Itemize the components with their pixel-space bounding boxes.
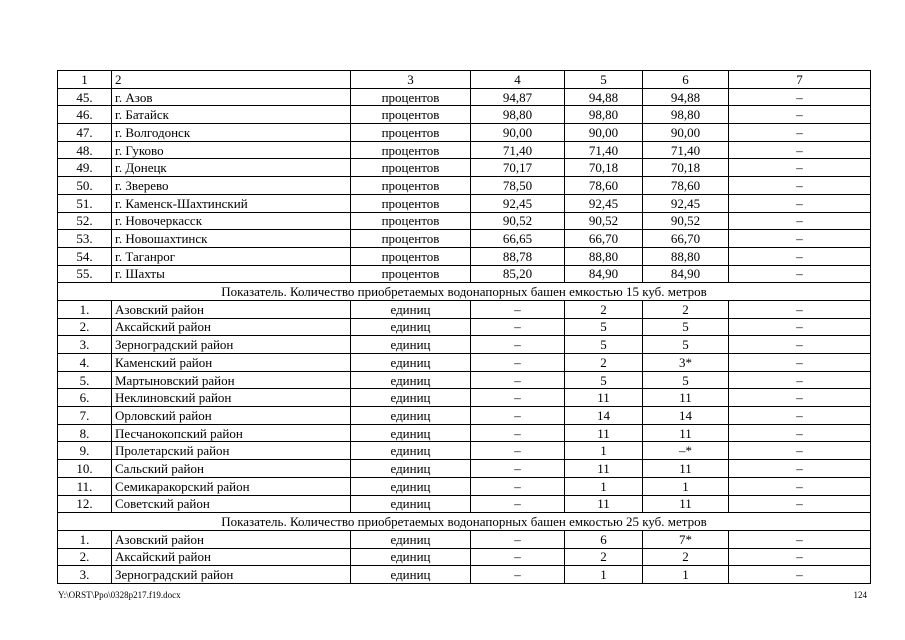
table-cell-col-7: – <box>729 194 871 212</box>
page-number: 124 <box>853 590 867 600</box>
table-cell-col-2: Азовский район <box>112 530 351 548</box>
table-cell-col-5: 11 <box>565 424 643 442</box>
table-cell-col-7: – <box>729 336 871 354</box>
table-cell-col-2: г. Гуково <box>112 141 351 159</box>
table-cell-col-6: 98,80 <box>643 106 729 124</box>
table-cell-col-6: 92,45 <box>643 194 729 212</box>
table-row <box>58 354 871 372</box>
table-cell-col-6: –* <box>643 442 729 460</box>
table-cell-col-1: 1. <box>58 300 112 318</box>
table-cell-col-3: единиц <box>351 424 471 442</box>
table-cell-col-1: 12. <box>58 495 112 513</box>
table-cell-col-3: 3 <box>351 71 471 89</box>
table-cell-col-5: 94,88 <box>565 88 643 106</box>
table-cell-col-6: 1 <box>643 566 729 584</box>
table-cell-col-6: 5 <box>643 318 729 336</box>
table-cell-col-7: – <box>729 495 871 513</box>
table-cell-col-4: – <box>471 389 565 407</box>
table-cell-col-5: 11 <box>565 460 643 478</box>
table-row <box>58 442 871 460</box>
table-row <box>58 407 871 425</box>
table-row <box>58 230 871 248</box>
table-cell-col-5: 1 <box>565 477 643 495</box>
table-cell-col-7: – <box>729 442 871 460</box>
table-cell-col-1: 3. <box>58 336 112 354</box>
table-row <box>58 265 871 283</box>
table-cell-col-5: 1 <box>565 566 643 584</box>
table-cell-col-3: процентов <box>351 88 471 106</box>
table-row <box>58 300 871 318</box>
table-cell-col-4: – <box>471 442 565 460</box>
table-cell-col-1: 54. <box>58 247 112 265</box>
table-cell-col-1: 5. <box>58 371 112 389</box>
table-cell-col-4: 78,50 <box>471 177 565 195</box>
table-cell-col-4: 71,40 <box>471 141 565 159</box>
table-cell-col-3: процентов <box>351 106 471 124</box>
table-cell-col-6: 2 <box>643 548 729 566</box>
table-cell-col-7: – <box>729 530 871 548</box>
table-cell-col-2: Неклиновский район <box>112 389 351 407</box>
table-cell-col-6: 66,70 <box>643 230 729 248</box>
table-cell-col-7: – <box>729 212 871 230</box>
table-cell-col-4: – <box>471 495 565 513</box>
table-cell-col-1: 51. <box>58 194 112 212</box>
table-cell-col-1: 53. <box>58 230 112 248</box>
table-cell-col-1: 7. <box>58 407 112 425</box>
table-cell-col-4: – <box>471 424 565 442</box>
table-cell-col-6: 6 <box>643 71 729 89</box>
table-cell-col-7: – <box>729 477 871 495</box>
table-row <box>58 460 871 478</box>
table-cell-col-1: 52. <box>58 212 112 230</box>
table-cell-col-2: г. Зверево <box>112 177 351 195</box>
table-cell-col-7: – <box>729 460 871 478</box>
section-title: Показатель. Количество приобретаемых водонапорных башен емкостью 15 куб. метров <box>58 283 871 301</box>
table-cell-col-5: 6 <box>565 530 643 548</box>
table-cell-col-3: единиц <box>351 477 471 495</box>
table-cell-col-4: 94,87 <box>471 88 565 106</box>
table-cell-col-5: 2 <box>565 548 643 566</box>
table-cell-col-1: 48. <box>58 141 112 159</box>
table-cell-col-2: Пролетарский район <box>112 442 351 460</box>
table-cell-col-3: единиц <box>351 548 471 566</box>
table-cell-col-3: процентов <box>351 230 471 248</box>
table-cell-col-4: – <box>471 548 565 566</box>
table-cell-col-7: – <box>729 141 871 159</box>
table-cell-col-4: 92,45 <box>471 194 565 212</box>
table-cell-col-7: – <box>729 371 871 389</box>
table-cell-col-7: – <box>729 230 871 248</box>
table-cell-col-2: Орловский район <box>112 407 351 425</box>
table-cell-col-1: 47. <box>58 124 112 142</box>
table-row <box>58 424 871 442</box>
table-cell-col-1: 55. <box>58 265 112 283</box>
table-cell-col-6: 11 <box>643 460 729 478</box>
table-cell-col-3: процентов <box>351 177 471 195</box>
table-cell-col-4: 4 <box>471 71 565 89</box>
table-cell-col-1: 9. <box>58 442 112 460</box>
table-cell-col-6: 2 <box>643 300 729 318</box>
table-cell-col-5: 2 <box>565 354 643 372</box>
table-cell-col-3: процентов <box>351 212 471 230</box>
table-cell-col-6: 78,60 <box>643 177 729 195</box>
table-row <box>58 477 871 495</box>
table-cell-col-5: 1 <box>565 442 643 460</box>
section-header-row <box>58 283 871 301</box>
table-row <box>58 141 871 159</box>
table-cell-col-2: Сальский район <box>112 460 351 478</box>
table-cell-col-3: единиц <box>351 530 471 548</box>
table-cell-col-3: единиц <box>351 407 471 425</box>
table-cell-col-4: 88,78 <box>471 247 565 265</box>
column-number-row <box>58 71 871 89</box>
table-row <box>58 495 871 513</box>
table-cell-col-5: 70,18 <box>565 159 643 177</box>
table-row <box>58 106 871 124</box>
table-row <box>58 530 871 548</box>
table-cell-col-4: – <box>471 530 565 548</box>
table-cell-col-4: 66,65 <box>471 230 565 248</box>
table-row <box>58 548 871 566</box>
table-cell-col-1: 11. <box>58 477 112 495</box>
table-cell-col-7: – <box>729 354 871 372</box>
table-cell-col-2: Советский район <box>112 495 351 513</box>
table-cell-col-6: 11 <box>643 424 729 442</box>
table-cell-col-1: 50. <box>58 177 112 195</box>
table-cell-col-3: единиц <box>351 300 471 318</box>
table-cell-col-5: 78,60 <box>565 177 643 195</box>
table-cell-col-7: – <box>729 389 871 407</box>
table-cell-col-4: – <box>471 354 565 372</box>
table-cell-col-4: 90,52 <box>471 212 565 230</box>
table-cell-col-5: 2 <box>565 300 643 318</box>
table-cell-col-5: 90,52 <box>565 212 643 230</box>
table-cell-col-5: 11 <box>565 389 643 407</box>
table-cell-col-4: – <box>471 407 565 425</box>
table-cell-col-2: Зерноградский район <box>112 566 351 584</box>
table-cell-col-7: – <box>729 88 871 106</box>
table-cell-col-6: 71,40 <box>643 141 729 159</box>
table-row <box>58 177 871 195</box>
indicator-table <box>57 70 871 584</box>
table-cell-col-3: процентов <box>351 194 471 212</box>
table-cell-col-7: 7 <box>729 71 871 89</box>
table-cell-col-1: 49. <box>58 159 112 177</box>
table-cell-col-5: 88,80 <box>565 247 643 265</box>
table-cell-col-6: 84,90 <box>643 265 729 283</box>
table-cell-col-2: г. Шахты <box>112 265 351 283</box>
table-cell-col-5: 5 <box>565 371 643 389</box>
table-cell-col-7: – <box>729 106 871 124</box>
table-cell-col-1: 8. <box>58 424 112 442</box>
table-cell-col-7: – <box>729 124 871 142</box>
table-cell-col-3: единиц <box>351 495 471 513</box>
table-cell-col-5: 5 <box>565 71 643 89</box>
table-cell-col-1: 2. <box>58 318 112 336</box>
table-cell-col-1: 10. <box>58 460 112 478</box>
table-cell-col-6: 90,00 <box>643 124 729 142</box>
table-cell-col-2: г. Батайск <box>112 106 351 124</box>
table-cell-col-3: единиц <box>351 354 471 372</box>
document-path: Y:\ORST\Ppo\0328p217.f19.docx <box>58 590 181 600</box>
table-row <box>58 371 871 389</box>
table-cell-col-7: – <box>729 159 871 177</box>
table-cell-col-5: 5 <box>565 336 643 354</box>
table-cell-col-2: 2 <box>112 71 351 89</box>
table-cell-col-3: единиц <box>351 442 471 460</box>
table-cell-col-4: – <box>471 460 565 478</box>
table-cell-col-3: единиц <box>351 336 471 354</box>
table-row <box>58 389 871 407</box>
table-cell-col-4: 70,17 <box>471 159 565 177</box>
table-cell-col-6: 94,88 <box>643 88 729 106</box>
table-cell-col-7: – <box>729 424 871 442</box>
table-cell-col-5: 84,90 <box>565 265 643 283</box>
table-cell-col-4: 90,00 <box>471 124 565 142</box>
table-cell-col-1: 45. <box>58 88 112 106</box>
table-cell-col-3: процентов <box>351 124 471 142</box>
table-cell-col-2: г. Волгодонск <box>112 124 351 142</box>
table-cell-col-6: 88,80 <box>643 247 729 265</box>
table-row <box>58 124 871 142</box>
table-cell-col-2: г. Каменск-Шахтинский <box>112 194 351 212</box>
table-cell-col-6: 3* <box>643 354 729 372</box>
table-row <box>58 88 871 106</box>
table-cell-col-5: 11 <box>565 495 643 513</box>
table-row <box>58 194 871 212</box>
table-cell-col-6: 90,52 <box>643 212 729 230</box>
table-cell-col-2: г. Новочеркасск <box>112 212 351 230</box>
table-cell-col-4: 98,80 <box>471 106 565 124</box>
table-cell-col-3: процентов <box>351 247 471 265</box>
table-cell-col-3: процентов <box>351 159 471 177</box>
table-cell-col-4: – <box>471 318 565 336</box>
table-cell-col-3: единиц <box>351 371 471 389</box>
table-cell-col-1: 2. <box>58 548 112 566</box>
table-cell-col-4: – <box>471 336 565 354</box>
table-cell-col-2: Каменский район <box>112 354 351 372</box>
table-cell-col-3: единиц <box>351 566 471 584</box>
table-row <box>58 247 871 265</box>
table-row <box>58 212 871 230</box>
table-cell-col-2: г. Таганрог <box>112 247 351 265</box>
table-cell-col-7: – <box>729 566 871 584</box>
table-cell-col-5: 92,45 <box>565 194 643 212</box>
table-cell-col-2: Аксайский район <box>112 548 351 566</box>
table-cell-col-4: 85,20 <box>471 265 565 283</box>
table-cell-col-2: г. Новошахтинск <box>112 230 351 248</box>
table-cell-col-2: г. Азов <box>112 88 351 106</box>
table-cell-col-7: – <box>729 548 871 566</box>
table-cell-col-4: – <box>471 477 565 495</box>
table-cell-col-6: 7* <box>643 530 729 548</box>
table-row <box>58 566 871 584</box>
table-cell-col-2: Зерноградский район <box>112 336 351 354</box>
table-cell-col-3: процентов <box>351 141 471 159</box>
table-cell-col-5: 14 <box>565 407 643 425</box>
table-cell-col-6: 11 <box>643 495 729 513</box>
table-cell-col-2: г. Донецк <box>112 159 351 177</box>
table-cell-col-4: – <box>471 566 565 584</box>
table-cell-col-6: 14 <box>643 407 729 425</box>
table-cell-col-6: 5 <box>643 371 729 389</box>
table-cell-col-5: 66,70 <box>565 230 643 248</box>
table-cell-col-7: – <box>729 265 871 283</box>
table-cell-col-2: Азовский район <box>112 300 351 318</box>
table-cell-col-5: 5 <box>565 318 643 336</box>
table-cell-col-7: – <box>729 247 871 265</box>
table-cell-col-1: 1. <box>58 530 112 548</box>
table-cell-col-2: Семикаракорский район <box>112 477 351 495</box>
table-cell-col-4: – <box>471 371 565 389</box>
table-cell-col-1: 1 <box>58 71 112 89</box>
table-cell-col-5: 90,00 <box>565 124 643 142</box>
table-cell-col-6: 1 <box>643 477 729 495</box>
table-cell-col-1: 3. <box>58 566 112 584</box>
table-cell-col-6: 5 <box>643 336 729 354</box>
table-cell-col-3: единиц <box>351 318 471 336</box>
table-cell-col-1: 46. <box>58 106 112 124</box>
table-cell-col-5: 71,40 <box>565 141 643 159</box>
table-cell-col-1: 4. <box>58 354 112 372</box>
table-cell-col-3: единиц <box>351 460 471 478</box>
table-cell-col-4: – <box>471 300 565 318</box>
table-cell-col-2: Песчанокопский район <box>112 424 351 442</box>
table-cell-col-6: 70,18 <box>643 159 729 177</box>
table-cell-col-3: процентов <box>351 265 471 283</box>
table-row <box>58 336 871 354</box>
section-title: Показатель. Количество приобретаемых водонапорных башен емкостью 25 куб. метров <box>58 513 871 531</box>
table-cell-col-7: – <box>729 177 871 195</box>
table-row <box>58 318 871 336</box>
table-cell-col-2: Аксайский район <box>112 318 351 336</box>
table-cell-col-7: – <box>729 407 871 425</box>
table-row <box>58 159 871 177</box>
section-header-row <box>58 513 871 531</box>
table-cell-col-1: 6. <box>58 389 112 407</box>
table-cell-col-3: единиц <box>351 389 471 407</box>
table-cell-col-2: Мартыновский район <box>112 371 351 389</box>
table-cell-col-7: – <box>729 318 871 336</box>
table-cell-col-5: 98,80 <box>565 106 643 124</box>
table-cell-col-6: 11 <box>643 389 729 407</box>
table-cell-col-7: – <box>729 300 871 318</box>
